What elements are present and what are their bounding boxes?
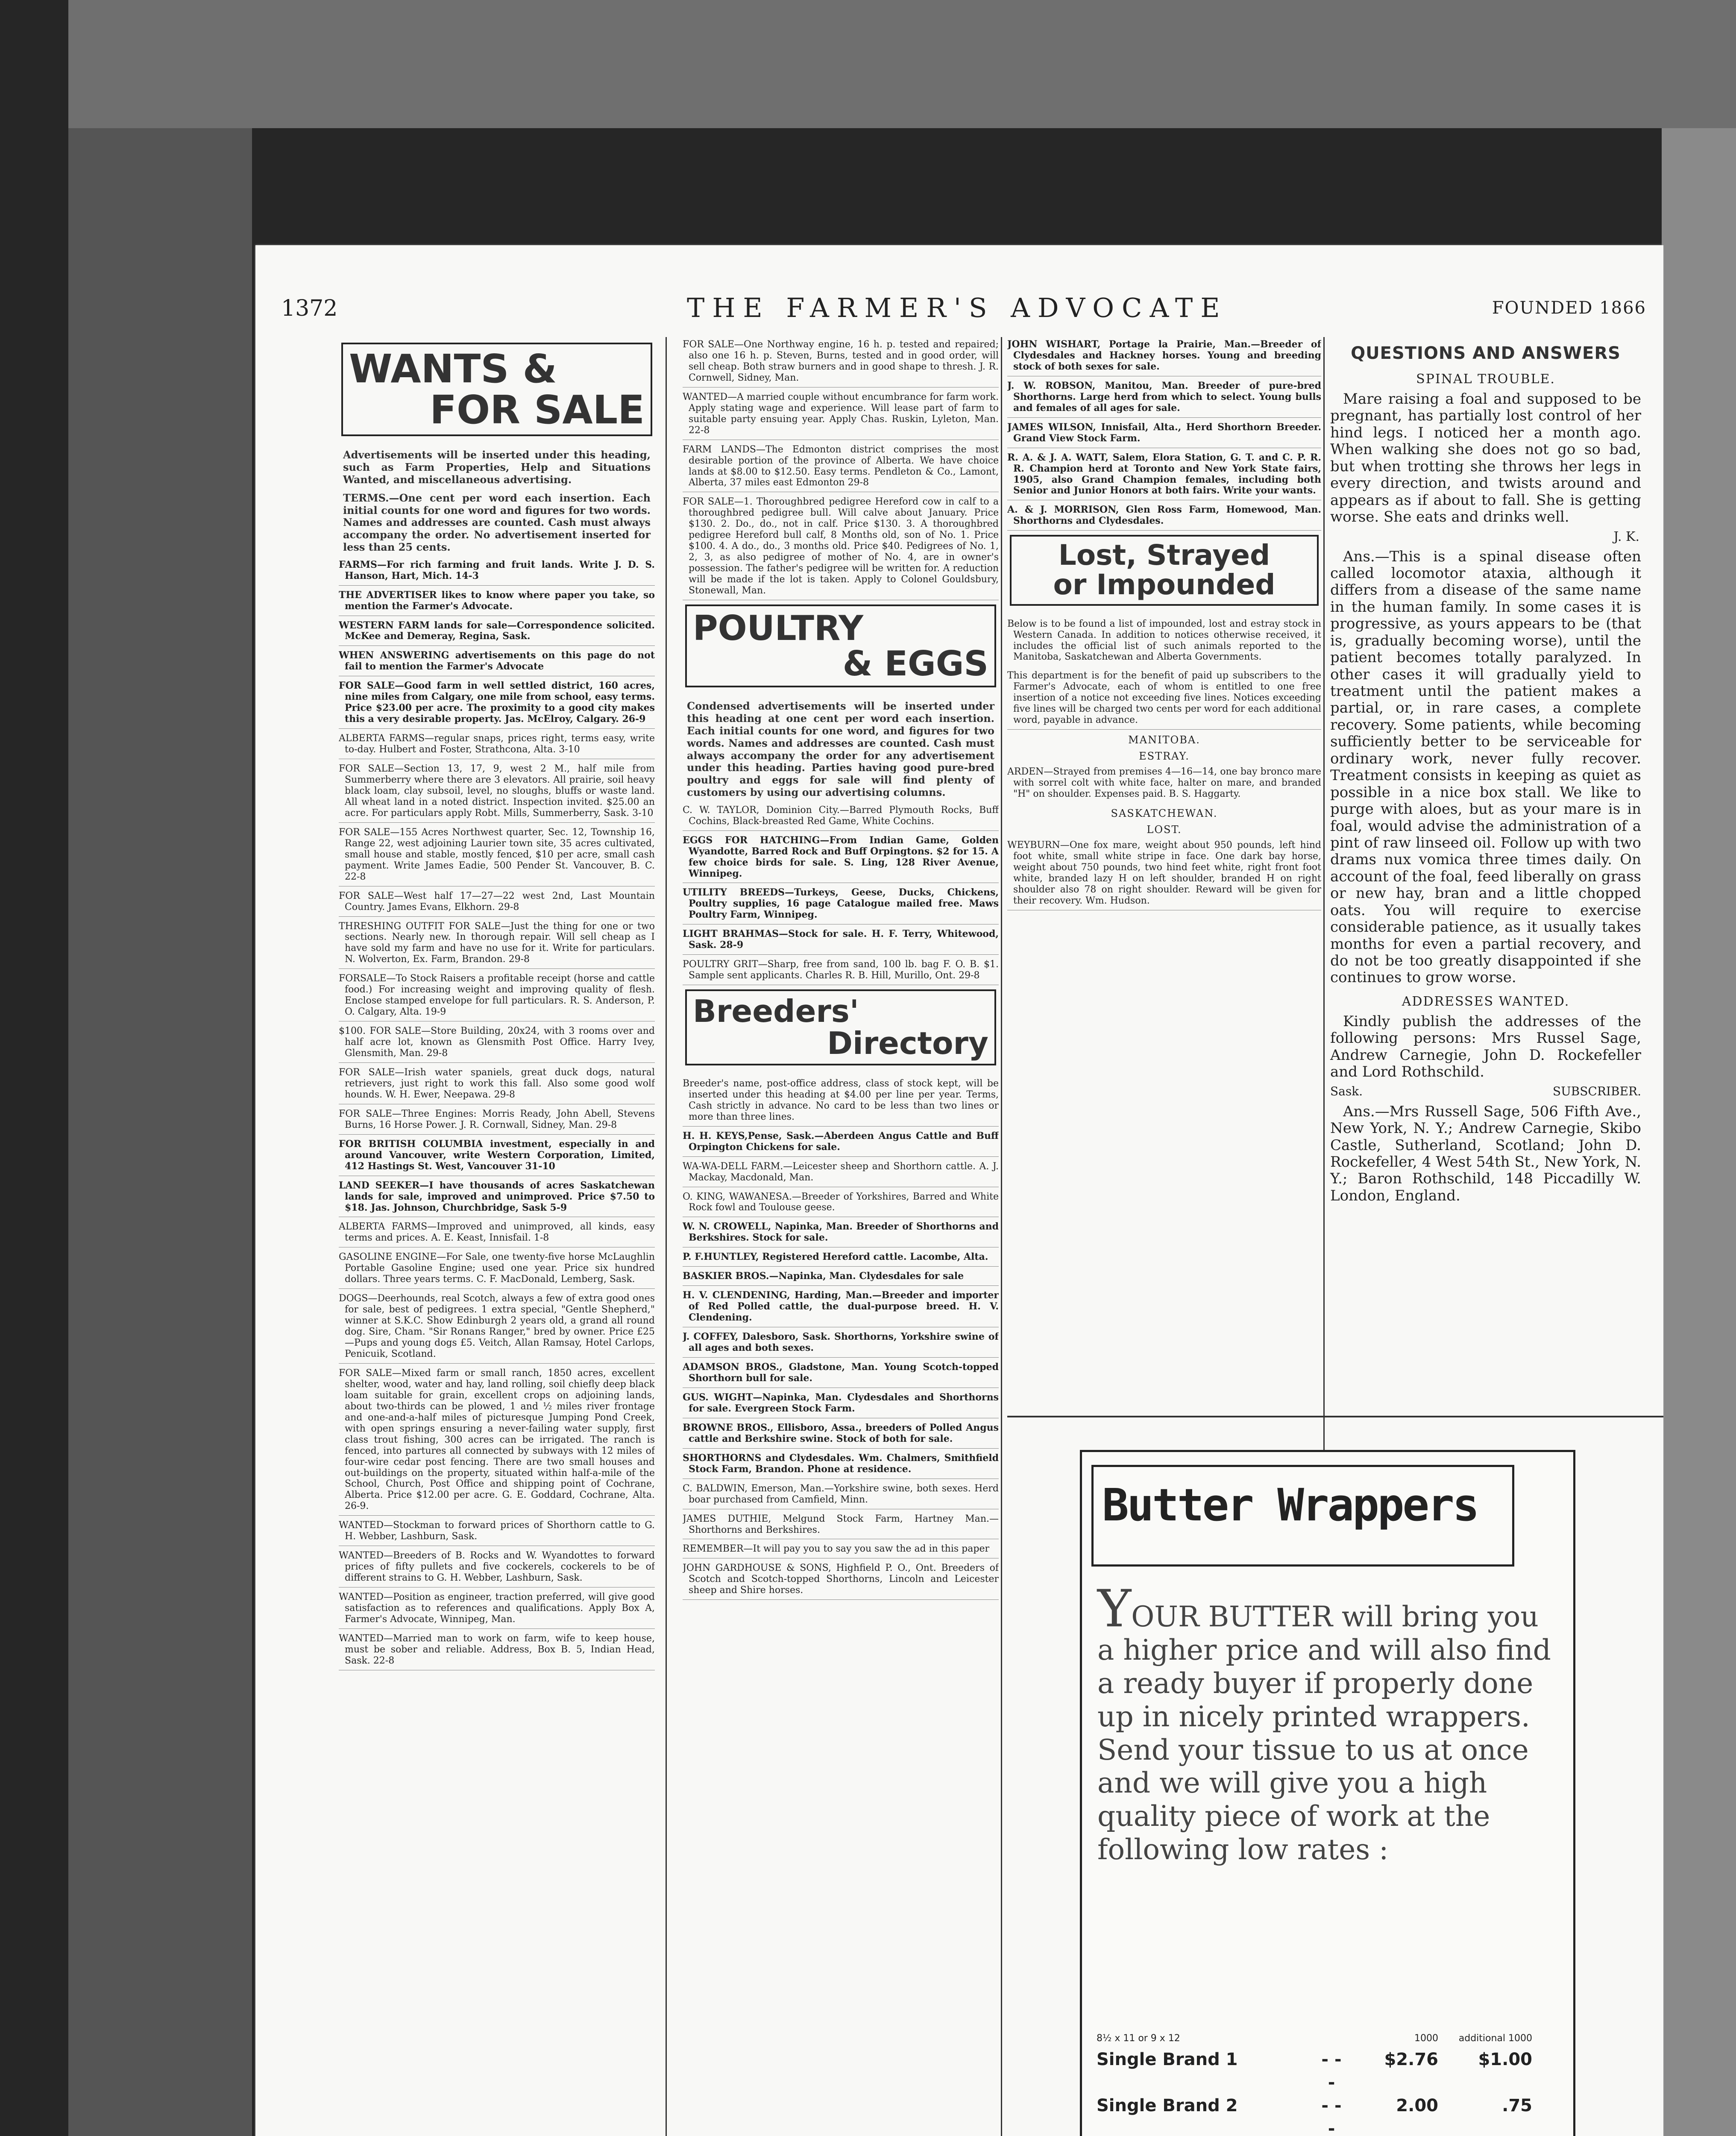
classified-ad: FOR SALE—Good farm in well settled district, 160 acres, nine miles from Calgary, one mile from school, easy terms. Price $23.00 per acre. The proximity to a good city makes this a very desirable property. Jas. McElroy, Calgary. 26-9 bbox=[339, 681, 655, 729]
wants-heading-box bbox=[341, 343, 652, 436]
rates-header-row bbox=[1097, 2033, 1558, 2044]
breeders-intro: Breeder's name, post-office address, class of stock kept, will be inserted under this heading at $4.00 per line per year. Terms, Cash strictly in advance. No card to be less than two lines or more than three lines. bbox=[683, 1078, 999, 1127]
wants-intro: Advertisements will be inserted under this heading, such as Farm Properties, Help and Situations Wanted, and miscellaneous advertising. bbox=[343, 449, 651, 486]
classified-ad: DOGS—Deerhounds, real Scotch, always a few of extra good ones for sale, best of pedigrees. 1 extra special, "Gentle Shepherd," winner at S.K.C. Show Edinburgh 2 years old, a grand all round dog. Sire, Cham. "Sir Ronans Ranger," bred by owner. Price £25—Pups and young dogs £5. Veitch, Allan Ramsay, Hotel Carlops, Penicuik, Scotland. bbox=[339, 1293, 655, 1364]
classified-ad: J. COFFEY, Dalesboro, Sask. Shorthorns, Yorkshire swine of all ages and both sexes. bbox=[683, 1332, 999, 1358]
classified-ad: JOHN GARDHOUSE & SONS, Highfield P. O., Ont. Breeders of Scotch and Scotch-topped Shorthorns, Lincoln and Leicester sheep and Shire horses. bbox=[683, 1563, 999, 1600]
butter-wrappers-title: Butter Wrappers bbox=[1091, 1465, 1514, 1567]
classified-ad: C. BALDWIN, Emerson, Man.—Yorkshire swine, both sexes. Herd boar purchased from Camfield, Minn. bbox=[683, 1483, 999, 1509]
question-text: Kindly publish the addresses of the following persons: Mrs Russel Sage, Andrew Carnegie, John D. Rockefeller and Lord Rothschild. bbox=[1330, 1012, 1641, 1081]
classified-ad: WA-WA-DELL FARM.—Leicester sheep and Shorthorn cattle. A. J. Mackay, Macdonald, Man. bbox=[683, 1161, 999, 1187]
classified-ad: FOR SALE—155 Acres Northwest quarter, Sec. 12, Township 16, Range 22, west adjoining Laurier town site, 35 acres cultivated, small house and stable, mostly fenced, $10 per acre, small cash payment. Write James Eadie, 500 Pender St. Vancouver, B. C. 22-8 bbox=[339, 827, 655, 886]
rate-price: $2.76 bbox=[1384, 2050, 1438, 2069]
rate-row bbox=[1097, 2094, 1558, 2136]
classified-ad: THRESHING OUTFIT FOR SALE—Just the thing for one or two sections. Nearly new. In thorough repair. Will sell cheap as I have sold my farm and have no use for it. Write for particulars. N. Wolverton, Ex. Farm, Brandon. 29-8 bbox=[339, 921, 655, 969]
classified-ad: REMEMBER—It will pay you to say you saw the ad in this paper bbox=[683, 1543, 999, 1558]
scan-background-right bbox=[1662, 128, 1736, 2136]
lost-notice: ARDEN—Strayed from premises 4—16—14, one bay bronco mare with sorrel colt with white face, halter on mare, and branded "H" on shoulder. Expenses paid. B. S. Haggarty. bbox=[1007, 766, 1321, 800]
rates-table bbox=[1097, 2033, 1558, 2136]
column-wants bbox=[339, 339, 655, 2136]
lost-title-line1: Lost, Strayed bbox=[1058, 539, 1270, 572]
classified-ad: BASKIER BROS.—Napinka, Man. Clydesdales for sale bbox=[683, 1271, 999, 1286]
page-header bbox=[255, 292, 1663, 326]
poultry-heading-box bbox=[685, 604, 996, 687]
classified-ad: JAMES WILSON, Innisfail, Alta., Herd Shorthorn Breeder. Grand View Stock Farm. bbox=[1007, 422, 1321, 448]
classified-ad: WHEN ANSWERING advertisements on this page do not fail to mention the Farmer's Advocate bbox=[339, 650, 655, 676]
rate-additional: $1.00 bbox=[1478, 2050, 1532, 2069]
classified-ad: UTILITY BREEDS—Turkeys, Geese, Ducks, Chickens, Poultry supplies, 16 page Catalogue mailed free. Maws Poultry Farm, Winnipeg. bbox=[683, 887, 999, 924]
classified-ad: H. H. KEYS,Pense, Sask.—Aberdeen Angus Cattle and Buff Orpington Chickens for sale. bbox=[683, 1131, 999, 1157]
classified-ad: FOR SALE—One Northway engine, 16 h. p. tested and repaired; also one 16 h. p. Steven, Burns, tested and in good order, will sell cheap. Both straw burners and in good shape to thresh. J. R. Cornwell, Sidney, Man. bbox=[683, 339, 999, 387]
newspaper-page bbox=[255, 245, 1663, 2136]
classified-ad: LAND SEEKER—I have thousands of acres Saskatchewan lands for sale, improved and unimproved. Price $7.50 to $18. Jas. Johnson, Churchbridge, Sask 5-9 bbox=[339, 1180, 655, 1218]
classified-ad: FOR SALE—Mixed farm or small ranch, 1850 acres, excellent shelter, wood, water and hay, land rolling, soil chiefly deep black loam suitable for grain, excellent crops on adjoining lands, about two-thirds can be plowed, 1 and ½ miles river frontage and one-and-a-half miles of picturesque Jumping Pond Creek, with open springs ensuring a never-failing water supply, first class trout fishing, 300 acres can be irrigated. The ranch is fenced, into partures all connected by subways with 12 miles of four-wire cedar post fencing. There are two small houses and out-buildings on the property, situated within half-a-mile of the School, Church, Post Office and shipping point of Cochrane, Alberta. Price $12.00 per acre. G. E. Goddard, Cochrane, Alta. 26-9. bbox=[339, 1368, 655, 1516]
classified-ad: JAMES DUTHIE, Melgund Stock Farm, Hartney Man.—Shorthorns and Berkshires. bbox=[683, 1514, 999, 1540]
category-heading: ESTRAY. bbox=[1139, 750, 1190, 763]
classified-ad: R. A. & J. A. WATT, Salem, Elora Station, G. T. and C. P. R. R. Champion herd at Toronto and New York State fairs, 1905, also Grand Champion females, including both Senior and Junior Honors at both fairs. Write your wants. bbox=[1007, 452, 1321, 501]
classified-ad: POULTRY GRIT—Sharp, free from sand, 100 lb. bag F. O. B. $1. Sample sent applicants. Charles R. B. Hill, Murillo, Ont. 29-8 bbox=[683, 959, 999, 985]
wants-title-line1: WANTS & bbox=[349, 346, 557, 392]
classified-ad: BROWNE BROS., Ellisboro, Assa., breeders of Polled Angus cattle and Berkshire swine. Stock of both for sale. bbox=[683, 1423, 999, 1449]
classified-ad: LIGHT BRAHMAS—Stock for sale. H. F. Terry, Whitewood, Sask. 28-9 bbox=[683, 929, 999, 955]
scan-background-top bbox=[68, 0, 1736, 128]
question-heading: SPINAL TROUBLE. bbox=[1416, 372, 1555, 387]
rate-name: Single Brand 1 bbox=[1097, 2050, 1238, 2069]
scan-background-left bbox=[68, 128, 252, 2136]
rate-name: Single Brand 2 bbox=[1097, 2096, 1238, 2115]
column-divider bbox=[1001, 337, 1002, 2136]
size-label: 8½ x 11 or 9 x 12 bbox=[1097, 2033, 1180, 2044]
question-signature bbox=[1330, 1084, 1641, 1098]
lost-title-line2: or Impounded bbox=[1053, 568, 1276, 601]
classified-ad: FOR SALE—Irish water spaniels, great duck dogs, natural retrievers, just right to work this fall. Also some good wolf hounds. W. H. Ewer, Neepawa. 29-8 bbox=[339, 1067, 655, 1104]
breeders-heading-box bbox=[685, 989, 996, 1065]
poultry-title-line1: POULTRY bbox=[693, 608, 864, 648]
classified-ad: THE ADVERTISER likes to know where paper you take, so mention the Farmer's Advocate. bbox=[339, 590, 655, 616]
classified-ad: GASOLINE ENGINE—For Sale, one twenty-five horse McLaughlin Portable Gasoline Engine; used one year. Price six hundred dollars. Three years terms. C. F. MacDonald, Lemberg, Sask. bbox=[339, 1252, 655, 1289]
rate-dash: - - - bbox=[1321, 2050, 1342, 2092]
classified-ad: WESTERN FARM lands for sale—Correspondence solicited. McKee and Demeray, Regina, Sask. bbox=[339, 620, 655, 646]
lost-notice: WEYBURN—One fox mare, weight about 950 pounds, left hind foot white, small white stripe in face. One dark bay horse, weight about 750 pounds, two hind feet white, right front foot white, branded lazy H on left shoulder, branded H on right shoulder also 78 on right shoulder. Reward will be given for their recovery. Wm. Hudson. bbox=[1007, 840, 1321, 910]
rate-price: 2.00 bbox=[1396, 2096, 1438, 2115]
classified-ad: FORSALE—To Stock Raisers a profitable receipt (horse and cattle food.) For increasing weight and improving quality of flesh. Enclose stamped envelope for full particulars. R. S. Anderson, P. O. Calgary, Alta. 19-9 bbox=[339, 973, 655, 1021]
column-lost-strayed bbox=[1007, 339, 1321, 1493]
column-divider bbox=[666, 337, 667, 2136]
classified-ad: FARMS—For rich farming and fruit lands. Write J. D. S. Hanson, Hart, Mich. 14-3 bbox=[339, 560, 655, 586]
classified-ad: WANTED—Breeders of B. Rocks and W. Wyandottes to forward prices of fifty pullets and five cockerels, cockerels to be of different strains to G. H. Webber, Lashburn, Sask. bbox=[339, 1550, 655, 1587]
drop-cap: Y bbox=[1097, 1579, 1132, 1639]
classified-ad: J. W. ROBSON, Manitou, Man. Breeder of pure-bred Shorthorns. Large herd from which to select. Young bulls and females of all ages for sale. bbox=[1007, 381, 1321, 418]
classified-ad: H. V. CLENDENING, Harding, Man.—Breeder and importer of Red Polled cattle, the dual-purpose breed. H. V. Clendening. bbox=[683, 1290, 999, 1327]
breeders-title-line1: Breeders' bbox=[693, 993, 859, 1030]
butter-wrappers-advertisement bbox=[1080, 1450, 1575, 2136]
paper-title: THE FARMER'S ADVOCATE bbox=[687, 292, 1228, 323]
questions-heading: QUESTIONS AND ANSWERS bbox=[1351, 343, 1621, 363]
classified-ad: FOR SALE—West half 17—27—22 west 2nd, Last Mountain Country. James Evans, Elkhorn. 29-8 bbox=[339, 891, 655, 917]
butter-wrappers-text: OUR BUTTER will bring you a higher price and will also find a ready buyer if properly done up in nicely printed wrappers. Send your tissue to us at once and we will give you a high quality piece of work at the following low rates : bbox=[1097, 1600, 1551, 1866]
classified-ad: ALBERTA FARMS—regular snaps, prices right, terms easy, write to-day. Hulbert and Foster, Strathcona, Alta. 3-10 bbox=[339, 733, 655, 759]
page-number: 1372 bbox=[281, 296, 338, 321]
poultry-title-line2: & EGGS bbox=[842, 644, 988, 684]
rate-row bbox=[1097, 2048, 1558, 2094]
classified-ad: WANTED—A married couple without encumbrance for farm work. Apply stating wage and experience. Will lease part of farm to suitable party ensuing year. Apply Chas. Ruskin, Lyleton, Man. 22-8 bbox=[683, 392, 999, 440]
question-heading: ADDRESSES WANTED. bbox=[1402, 994, 1570, 1009]
classified-ad: A. & J. MORRISON, Glen Ross Farm, Homewood, Man. Shorthorns and Clydesdales. bbox=[1007, 505, 1321, 531]
classified-ad: $100. FOR SALE—Store Building, 20x24, with 3 rooms over and half acre lot, known as Glensmith Post Office. Harry Ivey, Glensmith, Man. 29-8 bbox=[339, 1026, 655, 1063]
column-poultry-breeders bbox=[683, 339, 999, 2136]
classified-ad: C. W. TAYLOR, Dominion City.—Barred Plymouth Rocks, Buff Cochins, Black-breasted Red Game, White Cochins. bbox=[683, 805, 999, 831]
column-questions bbox=[1328, 339, 1644, 1493]
question-text: Mare raising a foal and supposed to be pregnant, has partially lost control of her hind legs. I noticed her a month ago. When walking she does not go so bad, but when trotting she throws her legs in every direction, and twists around and appears as if about to fall. She is getting worse. She eats and drinks well. bbox=[1330, 390, 1641, 526]
classified-ad: EGGS FOR HATCHING—From Indian Game, Golden Wyandotte, Barred Rock and Buff Orpingtons. $2 for 15. A few choice birds for sale. S. Ling, 128 River Avenue, Winnipeg. bbox=[683, 835, 999, 883]
classified-ad: ADAMSON BROS., Gladstone, Man. Young Scotch-topped Shorthorn bull for sale. bbox=[683, 1362, 999, 1388]
wants-terms: TERMS.—One cent per word each insertion. Each initial counts for one word and figures for two words. Names and addresses are counted. Cash must always accompany the order. No advertisement inserted for less than 25 cents. bbox=[343, 491, 651, 553]
classified-ad: ALBERTA FARMS—Improved and unimproved, all kinds, easy terms and prices. A. E. Keast, Innisfail. 1-8 bbox=[339, 1221, 655, 1247]
classified-ad: WANTED—Position as engineer, traction preferred, will give good satisfaction as to references and qualifications. Apply Box A, Farmer's Advocate, Winnipeg, Man. bbox=[339, 1592, 655, 1629]
section-divider bbox=[1007, 1416, 1663, 1417]
classified-ad: JOHN WISHART, Portage la Prairie, Man.—Breeder of Clydesdales and Hackney horses. Young and breeding stock of both sexes for sale. bbox=[1007, 339, 1321, 376]
lost-heading-box bbox=[1010, 535, 1319, 605]
column-header-additional: additional 1000 bbox=[1458, 2033, 1532, 2044]
lost-terms: This department is for the benefit of paid up subscribers to the Farmer's Advocate, each of whom is entitled to one free insertion of a notice not exceeding five lines. Notices exceeding five lines will be charged two cents per word for each additional word, payable in advance. bbox=[1007, 670, 1321, 730]
classified-ad: WANTED—Stockman to forward prices of Shorthorn cattle to G. H. Webber, Lashburn, Sask. bbox=[339, 1520, 655, 1546]
category-heading: LOST. bbox=[1147, 824, 1182, 836]
classified-ad: FOR SALE—Three Engines: Morris Ready, John Abell, Stevens Burns, 16 Horse Power. J. R. Cornwall, Sidney, Man. 29-8 bbox=[339, 1109, 655, 1135]
province-heading: SASKATCHEWAN. bbox=[1111, 807, 1218, 820]
signature-name: SUBSCRIBER. bbox=[1552, 1084, 1641, 1098]
poultry-intro: Condensed advertisements will be inserted under this heading at one cent per word each insertion. Each initial counts for one word, and figures for two words. Names and addresses are counted. Cash must always accompany the order for any advertisement under this heading. Parties having good pure-bred poultry and eggs for sale will find plenty of customers by using our advertising columns. bbox=[687, 700, 994, 798]
founded-date: FOUNDED 1866 bbox=[1492, 298, 1646, 318]
lost-intro: Below is to be found a list of impounded, lost and estray stock in Western Canada. In addition to notices otherwise received, it includes the official list of such animals reported to the Manitoba, Saskatchewan and Alberta Governments. bbox=[1007, 618, 1321, 663]
butter-wrappers-body bbox=[1097, 1579, 1554, 1866]
wants-title-line2: FOR SALE bbox=[430, 387, 645, 433]
classified-ad: W. N. CROWELL, Napinka, Man. Breeder of Shorthorns and Berkshires. Stock for sale. bbox=[683, 1221, 999, 1247]
classified-ad: WANTED—Married man to work on farm, wife to keep house, must be sober and reliable. Address, Box B. 5, Indian Head, Sask. 22-8 bbox=[339, 1633, 655, 1670]
answer-text: Ans.—Mrs Russell Sage, 506 Fifth Ave., New York, N. Y.; Andrew Carnegie, Skibo Castle, Sutherland, Scotland; John D. Rockefeller, 4 West 54th St., New York, N. Y.; Baron Rothschild, 148 Piccadilly W. London, England. bbox=[1330, 1103, 1641, 1204]
classified-ad: O. KING, WAWANESA.—Breeder of Yorkshires, Barred and White Rock fowl and Toulouse geese. bbox=[683, 1191, 999, 1218]
signature-location: Sask. bbox=[1330, 1084, 1363, 1098]
classified-ad: FOR SALE—Section 13, 17, 9, west 2 M., half mile from Summerberry where there are 3 elevators. All prairie, soil heavy black loam, clay subsoil, level, no sloughs, bluffs or waste land. All wheat land in a noted district. Inspection invited. $25.00 an acre. For particulars apply Robt. Mills, Summerberry, Sask. 3-10 bbox=[339, 763, 655, 823]
classified-ad: GUS. WIGHT—Napinka, Man. Clydesdales and Shorthorns for sale. Evergreen Stock Farm. bbox=[683, 1392, 999, 1418]
column-header-1000: 1000 bbox=[1414, 2033, 1438, 2044]
breeders-title-line2: Directory bbox=[827, 1025, 988, 1062]
classified-ad: FARM LANDS—The Edmonton district comprises the most desirable portion of the province of Alberta. We have choice lands at $8.00 to $12.50. Easy terms. Pendleton & Co., Lamont, Alberta, 37 miles east Edmonton 29-8 bbox=[683, 444, 999, 493]
classified-ad: FOR SALE—1. Thoroughbred pedigree Hereford cow in calf to a thoroughbred pedigree bull. Will calve about January. Price $130. 2. Do., do., not in calf. Price $130. 3. A thoroughbred pedigree Hereford bull calf, 8 Months old, son of No. 1. Price $100. 4. A do., do., 3 months old. Price $40. Pedigrees of No. 1, 2, 3, as also pedigree of mother of No. 4, are in owner's possession. The father's pedigree will be written for. A reduction will be made if the lot is taken. Apply to Colonel Gouldsbury, Stonewall, Man. bbox=[683, 496, 999, 600]
rate-dash: - - - bbox=[1321, 2096, 1342, 2136]
column-divider bbox=[1323, 337, 1325, 1495]
classified-ad: P. F.HUNTLEY, Registered Hereford cattle. Lacombe, Alta. bbox=[683, 1252, 999, 1267]
answer-text: Ans.—This is a spinal disease often called locomotor ataxia, although it differs from a disease of the same name in the human family. In some cases it is progressive, as yours appears to be (that is, gradually becoming worse), until the patient becomes totally paralyzed. In other cases it will gradually yield to treatment until the patient makes a partial, or, in rare cases, a complete recovery. Some patients, while becoming sufficiently better to be serviceable for ordinary work, never fully recover. Treatment consists in keeping as quiet as possible in a nice box stall. We like to purge with aloes, but as your mare is in foal, would advise the administration of a pint of raw linseed oil. Follow up with two drams nux vomica three times daily. On account of the foal, feed liberally on grass or new hay, bran and a little chopped oats. You will require to exercise considerable patience, as it usually takes months for even a partial recovery, and do not be too greatly disappointed if she continues to grow worse. bbox=[1330, 548, 1641, 986]
classified-ad: SHORTHORNS and Clydesdales. Wm. Chalmers, Smithfield Stock Farm, Brandon. Phone at residence. bbox=[683, 1453, 999, 1479]
wants-ad-list bbox=[339, 560, 655, 1670]
rate-additional: .75 bbox=[1502, 2096, 1532, 2115]
province-heading: MANITOBA. bbox=[1128, 734, 1200, 746]
question-signature: J. K. bbox=[1613, 529, 1639, 544]
classified-ad: FOR BRITISH COLUMBIA investment, especially in and around Vancouver, write Western Corporation, Limited, 412 Hastings St. West, Vancouver 31-10 bbox=[339, 1139, 655, 1176]
